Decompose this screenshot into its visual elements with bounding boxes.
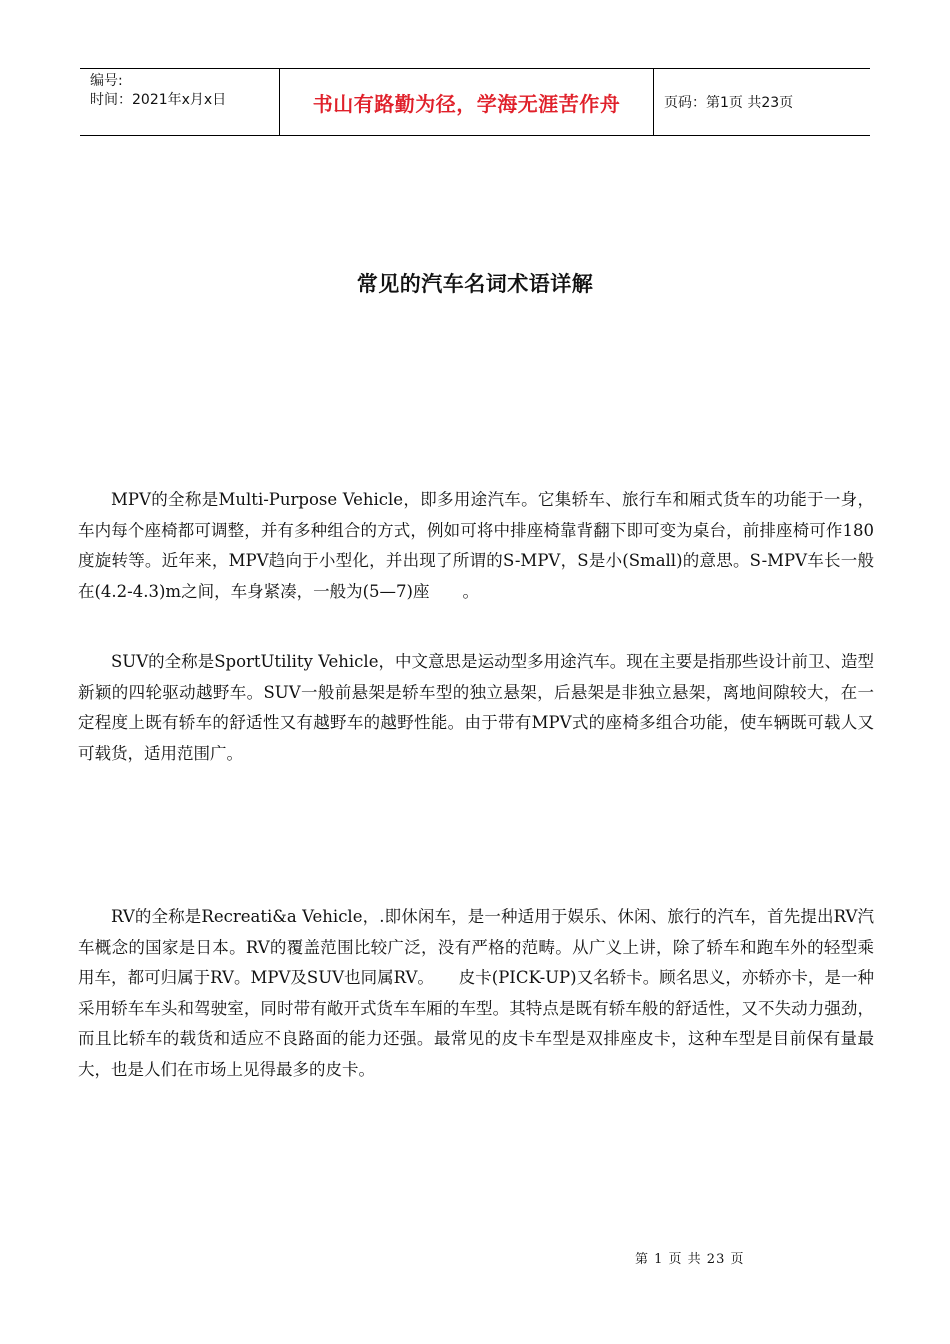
header-motto: 书山有路勤为径，学海无涯苦作舟 xyxy=(280,69,654,135)
document-number-label: 编号: xyxy=(90,73,123,89)
header-meta-cell xyxy=(80,69,280,135)
paragraph-rv-pickup: RV的全称是Recreati&a Vehicle，.即休闲车，是一种适用于娱乐、休闲、旅行的汽车，首先提出RV汽车概念的国家是日本。RV的覆盖范围比较广泛，没有严格的范畴。从广义上讲，除了轿车和跑车外的轻型乘用车，都可归属于RV。MPV及SUV也同属RV。 皮卡(PICK-UP)又名轿卡。顾名思义，亦轿亦卡，是一种采用轿车车头和驾驶室，同时带有敞开式货车车厢的车型。其特点是既有轿车般的舒适性，又不失动力强劲，而且比轿车的载货和适应不良路面的能力还强。最常见的皮卡车型是双排座皮卡，这种车型是目前保有量最大，也是人们在市场上见得最多的皮卡。 xyxy=(78,907,874,1079)
header-page-info: 页码：第1页 共23页 xyxy=(664,95,794,111)
paragraph-suv: SUV的全称是SportUtility Vehicle，中文意思是运动型多用途汽车。现在主要是指那些设计前卫、造型新颖的四轮驱动越野车。SUV一般前悬架是轿车型的独立悬架，后悬架是非独立悬架，离地间隙较大，在一定程度上既有轿车的舒适性又有越野车的越野性能。由于带有MPV式的座椅多组合功能，使车辆既可载人又可载货，适用范围广。 xyxy=(78,652,874,763)
document-time-label: 时间：2021年x月x日 xyxy=(90,92,227,108)
paragraph-mpv: MPV的全称是Multi-Purpose Vehicle，即多用途汽车。它集轿车、旅行车和厢式货车的功能于一身，车内每个座椅都可调整，并有多种组合的方式，例如可将中排座椅靠背翻下即可变为桌台，前排座椅可作180度旋转等。近年来，MPV趋向于小型化，并出现了所谓的S-MPV，S是小(Small)的意思。S-MPV车长一般在(4.2-4.3)m之间，车身紧凑，一般为(5—7)座 。 xyxy=(78,490,874,601)
page-footer: 第 1 页 共 23 页 xyxy=(635,1252,745,1267)
document-title: 常见的汽车名词术语详解 xyxy=(356,272,594,296)
page-header xyxy=(80,68,870,136)
